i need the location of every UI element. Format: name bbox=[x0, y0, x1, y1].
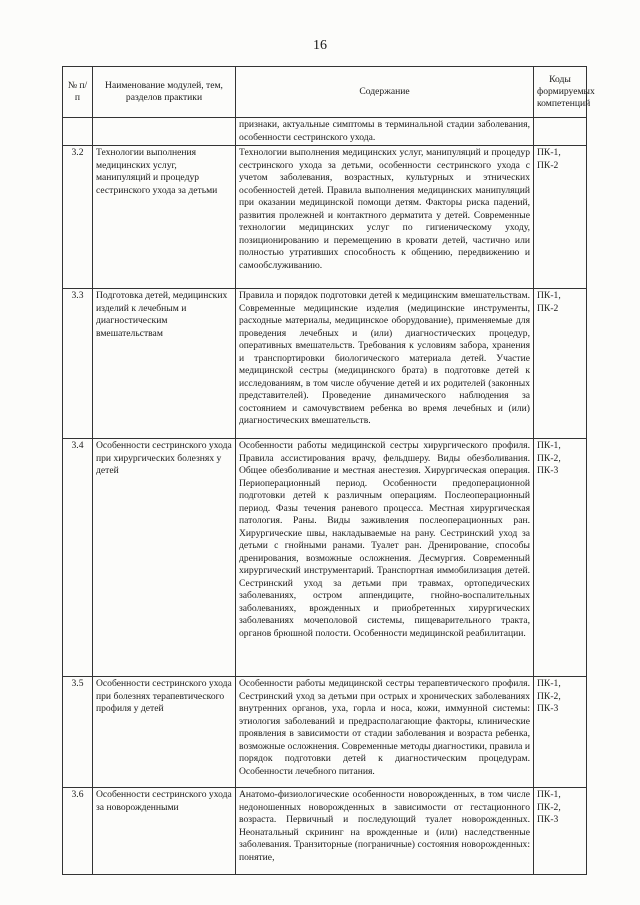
row-content: Технологии выполнения медицинских услуг, манипуляций и процедур сестринского ухода за детьми, особенности сестринского ухода с учетом заболевания, возрастных, культурных и этнических особенностей детей. Правила выполнения медицинских манипуляций при оказании медицинской помощи детям. Факторы риска падений, развития пролежней и контактного дерматита у детей. Современные технологии медицинских услуг по гигиеническому уходу, позиционированию и перемещению в кровати детей, частично или полностью утративших способность к общению, передвижению и самообслуживанию. bbox=[236, 146, 534, 289]
table-header-row bbox=[63, 67, 587, 118]
row-name bbox=[93, 118, 236, 146]
row-name: Особенности сестринского ухода при болезнях терапевтического профиля у детей bbox=[93, 677, 236, 788]
row-name: Особенности сестринского ухода при хирургических болезнях у детей bbox=[93, 439, 236, 677]
row-codes: ПК-1, ПК-2, ПК-3 bbox=[534, 677, 587, 788]
row-codes: ПК-1, ПК-2 bbox=[534, 289, 587, 439]
header-name: Наименование модулей, тем, разделов практики bbox=[93, 67, 236, 118]
row-num: 3.5 bbox=[63, 677, 93, 788]
row-name: Особенности сестринского ухода за новорожденными bbox=[93, 788, 236, 875]
row-name: Технологии выполнения медицинских услуг, манипуляций и процедур сестринского ухода за детьми bbox=[93, 146, 236, 289]
row-codes: ПК-1, ПК-2, ПК-3 bbox=[534, 788, 587, 875]
row-name: Подготовка детей, медицинских изделий к лечебным и диагностическим вмешательствам bbox=[93, 289, 236, 439]
row-content: Анатомо-физиологические особенности новорожденных, в том числе недоношенных новорожденных в зависимости от гестационного возраста. Первичный и последующий туалет новорожденных. Неонатальный скрининг на врожденные и (или) наследственные заболевания. Транзиторные (пограничные) состояния новорожденных: понятие, bbox=[236, 788, 534, 875]
row-content: Особенности работы медицинской сестры хирургического профиля. Правила ассистирования врачу, фельдшеру. Виды обезболивания. Общее обезболивание и местная анестезия. Хирургическая операция. Периоперационный период. Особенности предоперационной подготовки детей к различным операциям. Послеоперационный период. Фазы течения раневого процесса. Местная хирургическая патология. Раны. Виды заживления послеоперационных ран. Хирургические швы, накладываемые на рану. Сестринский уход за детьми с гнойными ранами. Туалет ран. Дренирование, способы дренирования, возможные осложнения. Десмургия. Современный хирургический инструментарий. Транспортная иммобилизация детей. Сестринский уход за детьми при травмах, ортопедических заболеваниях, остром аппендиците, гнойно-воспалительных заболеваниях, врожденных и приобретенных хирургических заболеваниях мочеполовой системы, пищеварительного тракта, органов брюшной полости. Особенности медицинской реабилитации. bbox=[236, 439, 534, 677]
header-content: Содержание bbox=[236, 67, 534, 118]
page-number: 16 bbox=[313, 38, 327, 53]
row-num: 3.4 bbox=[63, 439, 93, 677]
table-row bbox=[63, 439, 587, 677]
table-row bbox=[63, 146, 587, 289]
row-num bbox=[63, 118, 93, 146]
row-codes: ПК-1, ПК-2, ПК-3 bbox=[534, 439, 587, 677]
row-num: 3.2 bbox=[63, 146, 93, 289]
practice-modules-table bbox=[62, 66, 595, 875]
header-codes: Коды формируемых компетенций bbox=[534, 67, 587, 118]
table-row bbox=[63, 118, 587, 146]
header-num: № п/п bbox=[63, 67, 93, 118]
row-content: признаки, актуальные симптомы в терминальной стадии заболевания, особенности сестринского ухода. bbox=[236, 118, 534, 146]
row-content: Особенности работы медицинской сестры терапевтического профиля. Сестринский уход за детьми при острых и хронических заболеваниях внутренних органов, уха, горла и носа, кожи, иммунной системы: этиология заболеваний и предрасполагающие факторы, клинические проявления в зависимости от стадии заболевания и возраста ребенка, возможные осложнения. Современные методы диагностики, правила и порядок подготовки детей к диагностическим процедурам. Особенности лечебного питания. bbox=[236, 677, 534, 788]
row-codes: ПК-1, ПК-2 bbox=[534, 146, 587, 289]
row-num: 3.6 bbox=[63, 788, 93, 875]
table-row bbox=[63, 788, 587, 875]
table-row bbox=[63, 677, 587, 788]
table-row bbox=[63, 289, 587, 439]
row-content: Правила и порядок подготовки детей к медицинским вмешательствам. Современные медицинские изделия (медицинские инструменты, расходные материалы, медицинское оборудование), применяемые для проведения лечебных и (или) диагностических процедур, оперативных вмешательств. Требования к условиям забора, хранения и транспортировки биологического материала детей. Участие медицинской сестры (медицинского брата) в подготовке детей к исследованиям, в том числе обучение детей и их родителей (законных представителей). Проведение динамического наблюдения за состоянием и самочувствием ребенка во время лечебных и (или) диагностических вмешательств. bbox=[236, 289, 534, 439]
row-codes bbox=[534, 118, 587, 146]
row-num: 3.3 bbox=[63, 289, 93, 439]
